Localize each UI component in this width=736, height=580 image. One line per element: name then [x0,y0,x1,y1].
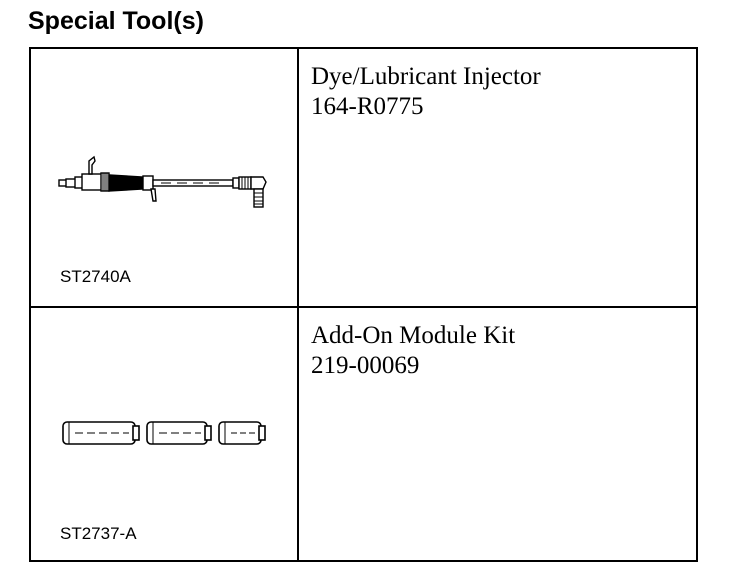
tool-part-number: 164-R0775 [311,93,424,120]
tool-name: Add-On Module Kit [311,322,516,349]
figure-code: ST2737-A [60,524,137,543]
figure-code: ST2740A [60,267,131,286]
table-row [31,49,696,308]
special-tools-table [29,47,698,562]
tool-description-cell [299,49,696,306]
add-on-module-kit-illustration [31,308,297,558]
table-row [31,308,696,560]
tool-part-number: 219-00069 [311,352,420,379]
tool-name: Dye/Lubricant Injector [311,63,541,90]
tool-image-cell [31,308,299,560]
tool-image-cell [31,49,299,306]
tool-description-cell [299,308,696,560]
page-title: Special Tool(s) [28,7,204,35]
